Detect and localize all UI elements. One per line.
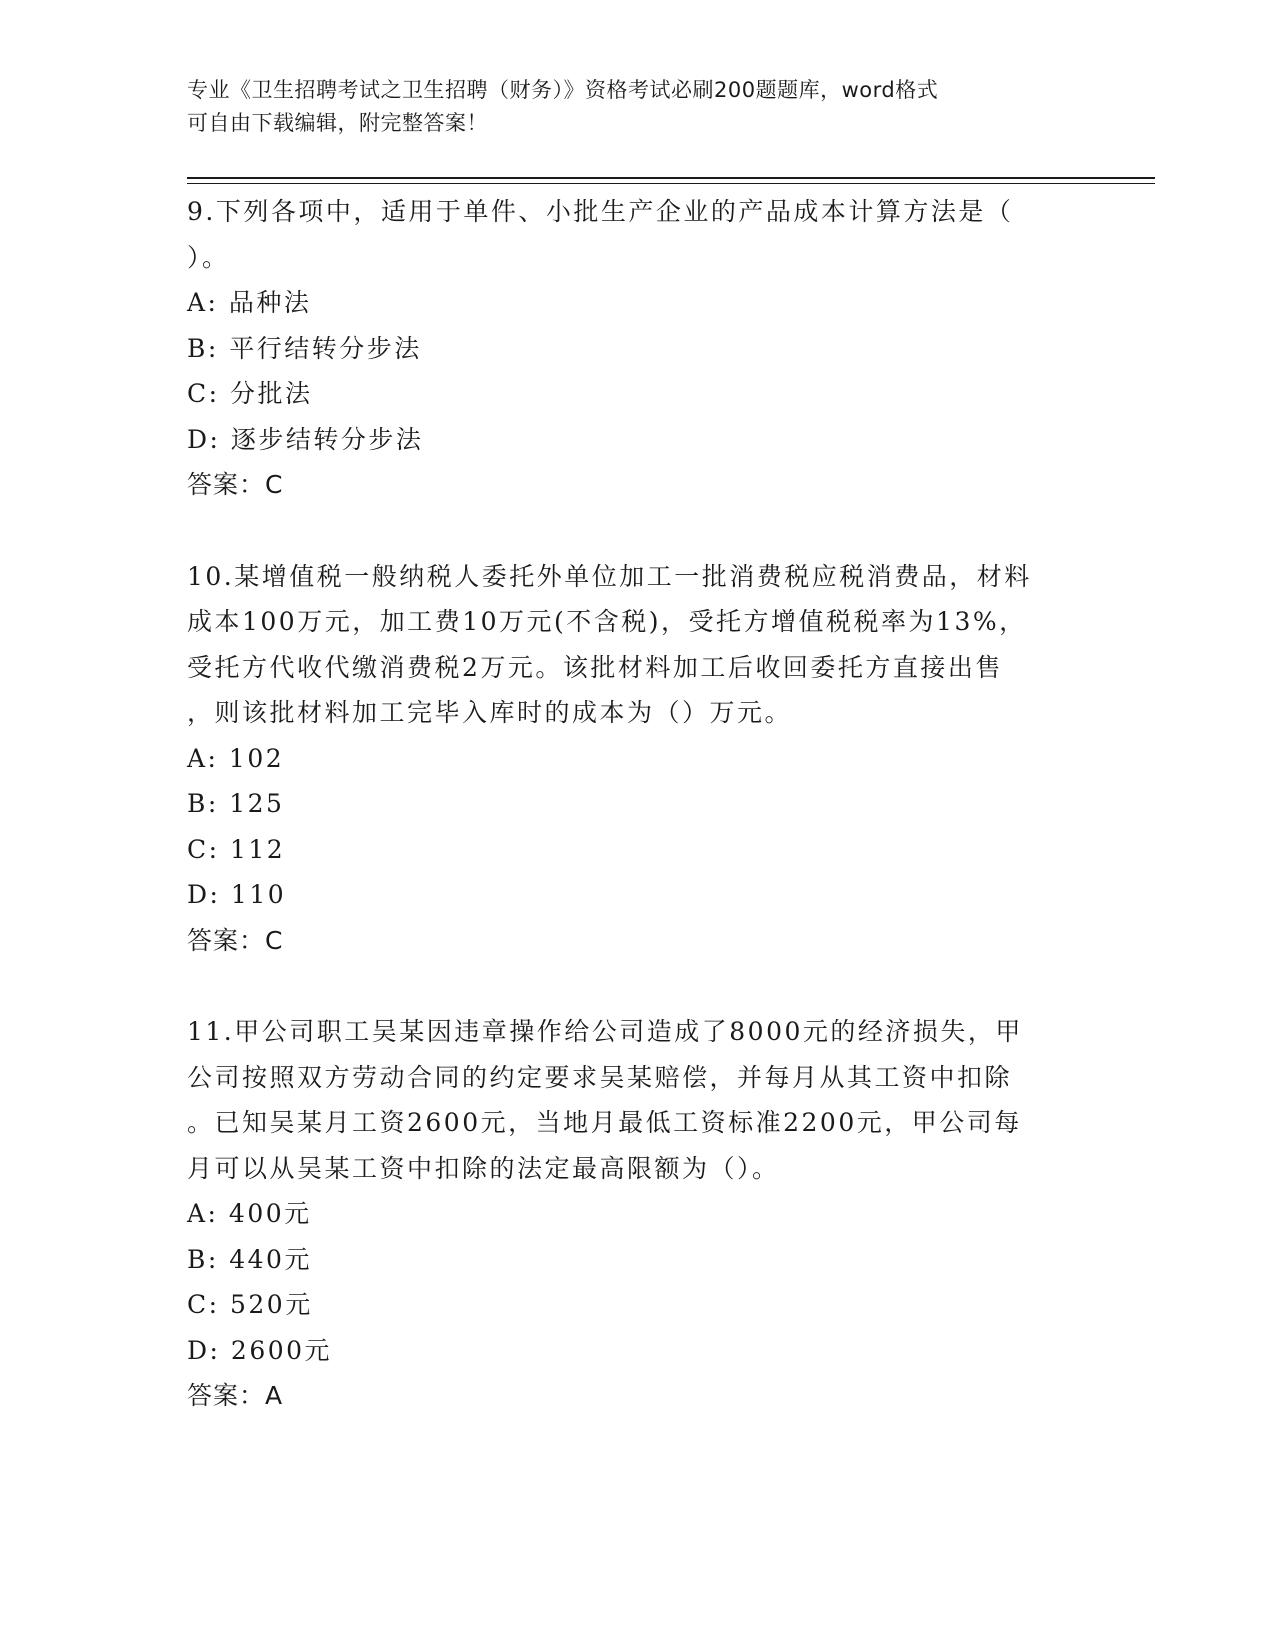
answer: 答案：C	[187, 470, 284, 499]
question-10	[187, 554, 1087, 964]
question-text-line: ，则该批材料加工完毕入库时的成本为（）万元。	[187, 698, 793, 727]
option-a: A: 品种法	[187, 288, 312, 317]
option-d: D: 110	[187, 880, 287, 909]
option-d: D: 逐步结转分步法	[187, 424, 424, 454]
question-list	[187, 189, 1087, 1465]
question-text-line: 受托方代收代缴消费税2万元。该批材料加工后收回委托方直接出售	[187, 652, 1003, 682]
question-11	[187, 1009, 1087, 1419]
question-text-line: 公司按照双方劳动合同的约定要求吴某赔偿，并每月从其工资中扣除	[187, 1062, 1013, 1092]
answer: 答案：A	[187, 1381, 284, 1410]
option-c: C: 分批法	[187, 379, 313, 408]
question-text-line: 。已知吴某月工资2600元，当地月最低工资标准2200元，甲公司每	[187, 1108, 1022, 1137]
option-a: A: 102	[187, 743, 285, 773]
document-header	[187, 74, 1067, 140]
option-c: C: 112	[187, 834, 286, 864]
option-d: D: 2600元	[187, 1335, 333, 1365]
answer: 答案：C	[187, 925, 284, 955]
question-text-line: 成本100万元，加工费10万元(不含税)，受托方增值税税率为13%，	[187, 607, 1027, 636]
option-b: B: 125	[187, 789, 285, 818]
question-text-line: 月可以从吴某工资中扣除的法定最高限额为（）。	[187, 1153, 780, 1183]
option-a: A: 400元	[187, 1199, 312, 1228]
question-text-line: 10.某增值税一般纳税人委托外单位加工一批消费税应税消费品，材料	[187, 561, 1032, 591]
option-b: B: 440元	[187, 1244, 312, 1274]
header-line-2: 可自由下载编辑，附完整答案！	[187, 111, 488, 135]
header-line-1: 专业《卫生招聘考试之卫生招聘（财务）》资格考试必刷200题题库，word格式	[187, 78, 939, 102]
option-b: B: 平行结转分步法	[187, 333, 422, 363]
question-text-line: 9.下列各项中，适用于单件、小批生产企业的产品成本计算方法是（	[187, 197, 1014, 226]
option-c: C: 520元	[187, 1290, 313, 1319]
question-9	[187, 189, 1087, 508]
question-text-line: 11.甲公司职工吴某因违章操作给公司造成了8000元的经济损失，甲	[187, 1017, 1023, 1046]
header-divider-thin	[187, 183, 1155, 184]
header-divider-thick	[187, 177, 1155, 179]
question-text-line: ）。	[187, 242, 230, 272]
